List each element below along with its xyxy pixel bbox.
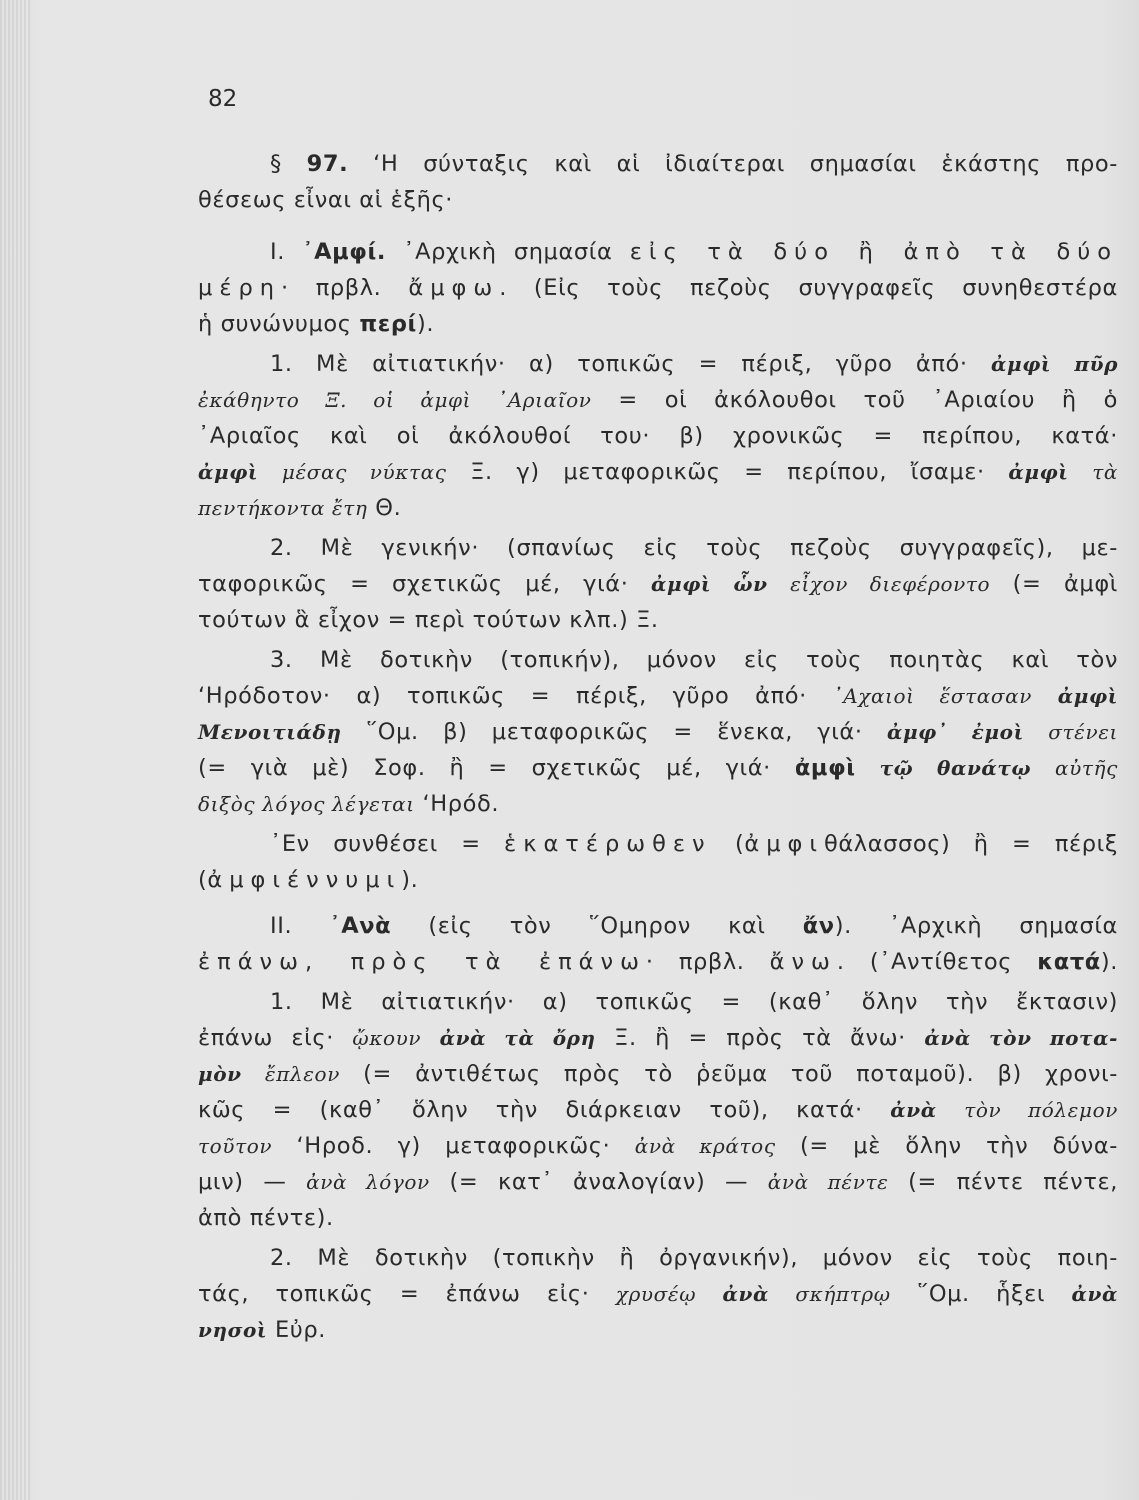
bold-italic-term: ἀνὰ τὸν ποτα- xyxy=(924,1026,1118,1050)
bold-term: ᾽Ανὰ xyxy=(329,913,392,939)
text-line: ταφορικῶς = σχετικῶς μέ, γιά· ἀμφὶ ὧν εἶχον διεφέροντο (= ἀμφὶ xyxy=(198,571,1118,597)
italic-quote: ἀνὰ λόγον xyxy=(306,1170,430,1194)
text-line: μὸν ἔπλεον (= ἀντιθέτως πρὸς τὸ ῥεῦμα τοῦ ποταμοῦ). β) χρονι- xyxy=(198,1061,1118,1087)
bold-italic-term: τῷ θανάτῳ xyxy=(879,756,1032,780)
text-line: ἀμφὶ μέσας νύκτας Ξ. γ) μεταφορικῶς = περίπου, ἴσαμε· ἀμφὶ τὰ xyxy=(198,459,1118,485)
italic-quote: εἶχον διεφέροντο xyxy=(790,572,991,596)
bold-italic-term: Μενοιτιάδῃ xyxy=(198,720,342,744)
italic-quote: αὐτῆς xyxy=(1055,756,1118,780)
italic-quote: μέσας νύκτας xyxy=(281,460,447,484)
page-edge xyxy=(0,0,30,1500)
text-line: ἡ συνώνυμος περί). xyxy=(198,311,435,337)
text-line: μέρη· πρβλ. ἄμφω. (Εἰς τοὺς πεζοὺς συγγραφεῖς συνηθεστέρα xyxy=(198,275,1118,301)
text-line: II. ᾽Ανὰ (εἰς τὸν ῞Ομηρον καὶ ἄν). ᾽Αρχικὴ σημασία xyxy=(270,913,1118,939)
spaced-term: ἐπάνω, πρὸς τὰ ἐπάνω xyxy=(198,949,646,975)
bold-italic-term: ἀνὰ xyxy=(890,1098,937,1122)
bold-italic-term: ἀμφὶ xyxy=(1057,684,1118,708)
bold-italic-term: ἀμφὶ πῦρ xyxy=(990,352,1118,376)
text-line: ἐκάθηντο Ξ. οἱ ἀμφὶ ᾽Αριαῖον = οἱ ἀκόλουθοι τοῦ ᾽Αριαίου ἢ ὁ xyxy=(198,387,1118,413)
bold-italic-term: ἀμφὶ xyxy=(1008,460,1069,484)
spaced-term: εἰς τὰ δύο ἢ ἀπὸ τὰ δύο xyxy=(629,239,1119,265)
text-line: ᾽Εν συνθέσει = ἑκατέρωθεν (ἀμφιθάλασσος) ἢ = πέριξ xyxy=(270,831,1119,857)
text-line: τάς, τοπικῶς = ἐπάνω εἰς· χρυσέῳ ἀνὰ σκήπτρῳ ῞Ομ. ἧξει ἀνὰ xyxy=(198,1281,1118,1307)
text-line: ἀπὸ πέντε). xyxy=(198,1205,334,1231)
italic-quote: τοῦτον xyxy=(198,1134,273,1158)
bold-term: κατά xyxy=(1037,949,1101,975)
spaced-term: ἀμφιέννυμι xyxy=(207,867,402,893)
bold-italic-term: νησοὶ xyxy=(198,1318,268,1342)
bold-italic-term: ἀμφ᾽ ἐμοὶ xyxy=(886,720,1024,744)
bold-term: ᾽Αμφί. xyxy=(302,239,387,265)
text-line: Μενοιτιάδῃ ῞Ομ. β) μεταφορικῶς = ἕνεκα, γιά· ἀμφ᾽ ἐμοὶ στένει xyxy=(198,719,1118,745)
text-line: 1. Μὲ αἰτιατικήν· α) τοπικῶς = πέριξ, γῦρο ἀπό· ἀμφὶ πῦρ xyxy=(270,351,1118,377)
bold-italic-term: ἀνὰ τὰ ὄρη xyxy=(439,1026,596,1050)
spaced-term: ἑκατέρωθεν xyxy=(504,831,712,857)
bold-italic-term: μὸν xyxy=(198,1062,242,1086)
text-line: νησοὶ Εὐρ. xyxy=(198,1317,327,1343)
text-line: διξὸς λόγος λέγεται ‘Ηρόδ. xyxy=(198,791,500,817)
spaced-term: ἄνω xyxy=(769,949,837,975)
text-line: (= γιὰ μὲ) Σοφ. ἢ = σχετικῶς μέ, γιά· ἀμφὶ τῷ θανάτῳ αὐτῆς xyxy=(198,755,1118,781)
italic-quote: τὸν πόλεμον xyxy=(964,1098,1118,1122)
italic-quote: τὰ xyxy=(1092,460,1118,484)
text-line: κῶς = (καθ᾽ ὅλην τὴν διάρκειαν τοῦ), κατά· ἀνὰ τὸν πόλεμον xyxy=(198,1097,1118,1123)
text-line: 1. Μὲ αἰτιατικήν· α) τοπικῶς = (καθ᾽ ὅλην τὴν ἔκτασιν) xyxy=(270,989,1118,1015)
italic-quote: ᾽Αχαιοὶ ἕστασαν xyxy=(832,684,1033,708)
bold-term: περί xyxy=(359,311,417,337)
italic-quote: πεντήκοντα ἔτη xyxy=(198,496,368,520)
bold-italic-term: ἀμφὶ xyxy=(198,460,259,484)
text-line: θέσεως εἶναι αἱ ἑξῆς· xyxy=(198,187,454,213)
text-line: μιν) — ἀνὰ λόγον (= κατ᾽ ἀναλογίαν) — ἀνὰ πέντε (= πέντε πέντε, xyxy=(198,1169,1119,1195)
text-line: ‘Ηρόδοτον· α) τοπικῶς = πέριξ, γῦρο ἀπό· ᾽Αχαιοὶ ἕστασαν ἀμφὶ xyxy=(198,683,1118,709)
spaced-term: μέρη xyxy=(198,275,282,301)
text-line: I. ᾽Αμφί. ᾽Αρχικὴ σημασία εἰς τὰ δύο ἢ ἀπὸ τὰ δύο xyxy=(270,239,1119,265)
italic-quote: σκήπτρῳ xyxy=(795,1282,891,1306)
text-line: ἐπάνω, πρὸς τὰ ἐπάνω· πρβλ. ἄνω. (᾽Αντίθετος κατά). xyxy=(198,949,1118,975)
text-line: 3. Μὲ δοτικὴν (τοπικήν), μόνον εἰς τοὺς ποιητὰς καὶ τὸν xyxy=(270,647,1118,673)
bold-italic-term: ἀμφὶ ὧν xyxy=(650,572,768,596)
italic-quote: χρυσέῳ xyxy=(615,1282,697,1306)
bold-italic-term: ἀνὰ xyxy=(722,1282,770,1306)
italic-quote: ἀνὰ πέντε xyxy=(767,1170,889,1194)
page-number: 82 xyxy=(208,86,238,112)
bold-term: ἀμφὶ xyxy=(794,755,856,781)
bold-term: ἄν xyxy=(802,913,835,939)
text-line: τούτων ἃ εἶχον = περὶ τούτων κλπ.) Ξ. xyxy=(198,607,659,633)
bold-term: 97. xyxy=(306,151,349,177)
spaced-term: ἄμφω xyxy=(408,275,500,301)
text-line: τοῦτον ‘Ηροδ. γ) μεταφορικῶς· ἀνὰ κράτος (= μὲ ὅλην τὴν δύνα- xyxy=(198,1133,1118,1159)
text-line: § 97. ‘Η σύνταξις καὶ αἱ ἰδιαίτεραι σημασίαι ἑκάστης προ- xyxy=(270,151,1119,177)
italic-quote: ἔπλεον xyxy=(264,1062,340,1086)
bold-italic-term: ἀνὰ xyxy=(1071,1282,1118,1306)
text-line: (ἀμφιέννυμι). xyxy=(198,867,419,893)
italic-quote: στένει xyxy=(1048,720,1118,744)
text-line: 2. Μὲ δοτικὴν (τοπικὴν ἢ ὀργανικήν), μόνον εἰς τοὺς ποιη- xyxy=(270,1245,1118,1271)
italic-quote: ἐκάθηντο Ξ. οἱ ἀμφὶ ᾽Αριαῖον xyxy=(198,388,592,412)
text-line: ᾽Αριαῖος καὶ οἱ ἀκόλουθοί του· β) χρονικῶς = περίπου, κατά· xyxy=(198,423,1118,449)
italic-quote: ᾤκουν xyxy=(352,1026,422,1050)
text-line: πεντήκοντα ἔτη Θ. xyxy=(198,495,402,521)
italic-quote: διξὸς λόγος λέγεται xyxy=(198,792,415,816)
spaced-term: ἀμφι xyxy=(744,831,824,857)
italic-quote: ἀνὰ κράτος xyxy=(634,1134,776,1158)
text-line: 2. Μὲ γενικήν· (σπανίως εἰς τοὺς πεζοὺς συγγραφεῖς), με- xyxy=(270,535,1118,561)
text-line: ἐπάνω εἰς· ᾤκουν ἀνὰ τὰ ὄρη Ξ. ἢ = πρὸς τὰ ἄνω· ἀνὰ τὸν ποτα- xyxy=(198,1025,1118,1051)
